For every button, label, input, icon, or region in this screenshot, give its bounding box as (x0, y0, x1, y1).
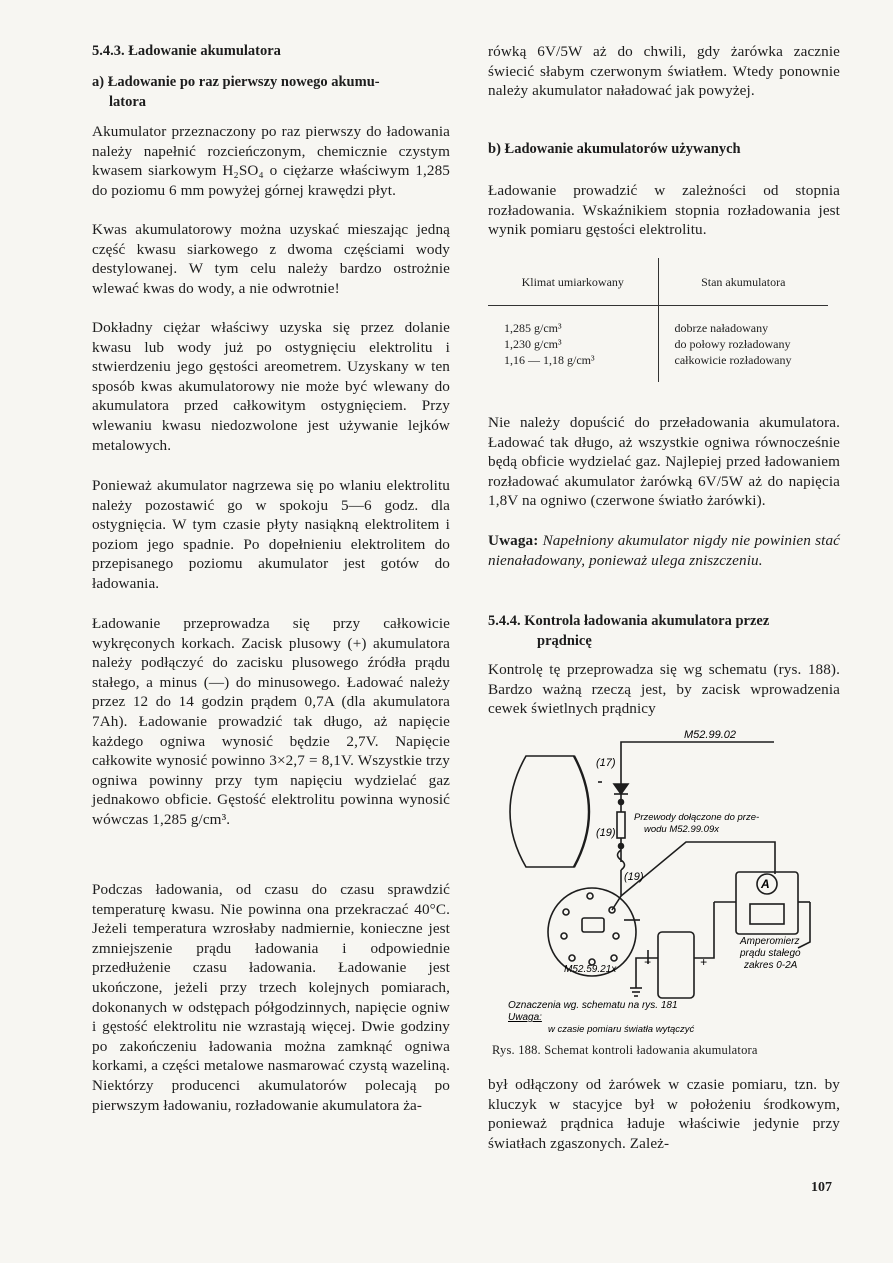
uwaga-note (488, 531, 840, 570)
label-19-upper: (19) (596, 827, 616, 839)
table-header-stan: Stan akumulatora (658, 258, 828, 306)
state-value: do połowy rozładowany (674, 337, 791, 351)
density-table (488, 258, 828, 382)
density-value: 1,285 g/cm³ (504, 321, 562, 335)
paragraph-density: Dokładny ciężar właściwy uzyska się przez dolanie kwasu lub wody już po ostygnięciu elektrolitu i stwierdzeniu jego gęstości areometrem. Uzyskany w ten sposób kwas akumulatorowy nie może być wlewany do akumulatora przed całkowitym ostygnięciem. Przy wlewaniu kwasu niedozwolone jest używanie lejków metalowych. (92, 319, 450, 454)
label-amperomierz-line3: zakres 0-2A (744, 960, 798, 971)
figure-caption: Rys. 188. Schemat kontroli ładowania akumulatora (492, 1043, 758, 1057)
page-number: 107 (811, 1180, 832, 1195)
note-pomiar: w czasie pomiaru światła wytączyć (548, 1024, 695, 1035)
label-amperomierz-line2: prądu stałego (740, 948, 801, 959)
paragraph-acid-fill: Akumulator przeznaczony po raz pierwszy do ładowania należy napełnić rozcieńczonym, chemicznie czystym kwasem siarkowym H₂SO₄ o ciężarze właściwym 1,285 do poziomu 6 mm powyżej górnej krawędzi płyt. (92, 123, 450, 199)
note-uwaga: Uwaga: (508, 1012, 542, 1023)
table-cell-states (658, 306, 828, 383)
table-cell-densities (488, 306, 658, 383)
section-heading-5-4-4-line2: prądnicę (537, 633, 592, 649)
paragraph-overcharge: Nie należy dopuścić do przeładowania akumulatora. Ładować tak długo, aż wszystkie ogniwa równocześnie będą obficie wydzielać gaz. Najlepiej przed ładowaniem rozładować akumulator żarówką 6V/5W aż do napięcia 1,8V na ogniwo (czerwone światło żarówki). (488, 414, 840, 510)
density-value: 1,16 — 1,18 g/cm³ (504, 353, 595, 367)
paragraph-charging: Ładowanie przeprowadza się przy całkowicie wykręconych korkach. Zacisk plusowy (+) akumulatora należy podłączyć do zacisku plusowego źródła prądu stałego, a minus (—) do minusowego. Ładować należy przez 12 do 14 godzin prądem 0,7A (dla akumulatora 7Ah). Ładowanie prowadzić tak długo, aż napięcie każdego ogniwa wynosić będzie 2,7V. Napięcie całkowite wynosić powinno 3×2,7 = 8,1V. Wszystkie trzy ogniwa powinny przy tym napięciu wydzielać gaz jednakowo obficie. Gęstość elektrolitu powinna wynosić wówczas 1,285 g/cm³. (92, 615, 450, 828)
paragraph-continuation: rówką 6V/5W aż do chwili, gdy żarówka zacznie świecić słabym czerwonym światłem. Wtedy ponownie należy akumulator naładować jak powyżej. (488, 43, 840, 100)
subheading-a-line2: latora (109, 94, 147, 110)
subheading-a-line1: a) Ładowanie po raz pierwszy nowego akumu- (92, 74, 380, 90)
battery-icon (658, 932, 694, 998)
label-19-lower: (19) (624, 871, 644, 883)
wiring-diagram (504, 722, 844, 1038)
section-heading-5-4-4-line1: 5.4.4. Kontrola ładowania akumulatora przez (488, 613, 770, 629)
paragraph-cooling: Ponieważ akumulator nagrzewa się po wlaniu elektrolitu należy pozostawić go w spokoju 5—6 godz. dla ostygnięcia. W tym czasie płyty nasiąkną elektrolitem i poziom jego spadnie. Po dopełnieniu elektrolitem do przepisanego poziomu akumulator jest gotów do ładowania. (92, 477, 450, 592)
paragraph-acid-mix: Kwas akumulatorowy można uzyskać mieszając jedną część kwasu siarkowego z dwoma częściami wody destylowanej. W tym celu należy bardzo ostrożnie wlewać kwas do wody, a nie odwrotnie! (92, 221, 450, 297)
headlamp-icon (510, 756, 589, 867)
paragraph-control: Kontrolę tę przeprowadza się wg schematu (rys. 188). Bardzo ważną rzeczą jest, by zacisk wprowadzenia cewek świetlnych prądnicy (488, 661, 840, 718)
label-m52-59-21x: M52.59.21x (564, 964, 617, 975)
label-plus: + (700, 955, 708, 969)
section-heading-5-4-3: 5.4.3. Ładowanie akumulatora (92, 43, 281, 59)
uwaga-text: Napełniony akumulator nigdy nie powinien stać nienaładowany, ponieważ ulega zniszczeniu. (488, 532, 840, 569)
paragraph-used-batteries: Ładowanie prowadzić w zależności od stopnia rozładowania. Wskaźnikiem stopnia rozładowania jest wynik pomiaru gęstości elektrolitu. (488, 182, 840, 239)
state-value: dobrze naładowany (674, 321, 769, 335)
paragraph-temperature: Podczas ładowania, od czasu do czasu sprawdzić temperaturę kwasu. Nie powinna ona przekraczać 40°C. Jeżeli temperatura wzrosłaby nadmiernie, konieczne jest zmniejszenie prądu ładowania i odpowiednie przedłużenie czasu ładowania. Ładowanie jest ukończone, jeżeli przy trzech kolejnych pomiarach, dokonanych w odstępach półgodzinnych, napięcie ogniw i gęstość elektrolitu nie wzrastają więcej. Dwie godziny po zakończeniu ładowania można zamknąć ogniwa korkami, a części metalowe nasmarować czystą wazeliną. Niektórzy producenci akumulatorów polecają po pierwszym ładowaniu, rozładowanie akumulatora ża- (92, 881, 450, 1114)
note-oznaczenia: Oznaczenia wg. schematu na rys. 181 (508, 1000, 678, 1011)
density-value: 1,230 g/cm³ (504, 337, 562, 351)
label-m52-99-02: M52.99.02 (684, 729, 736, 741)
label-17: (17) (596, 757, 616, 769)
subheading-b: b) Ładowanie akumulatorów używanych (488, 141, 741, 157)
uwaga-label: Uwaga: (488, 532, 539, 549)
label-amperomierz-line1: Amperomierz (740, 936, 800, 947)
state-value: całkowicie rozładowany (674, 353, 792, 367)
label-ammeter-A: A (761, 877, 770, 891)
label-minus: − (644, 955, 652, 969)
label-przewody-line1: Przewody dołączone do prze- (634, 812, 760, 823)
label-przewody-line2: wodu M52.99.09x (644, 824, 719, 835)
paragraph-generator: był odłączony od żarówek w czasie pomiaru, tzn. by kluczyk w stacyjce był w położeniu środkowym, ponieważ prądnica ładuje właściwie jedynie przy światłach zgaszonych. Zależ- (488, 1076, 840, 1152)
table-header-klimat: Klimat umiarkowany (488, 258, 658, 306)
